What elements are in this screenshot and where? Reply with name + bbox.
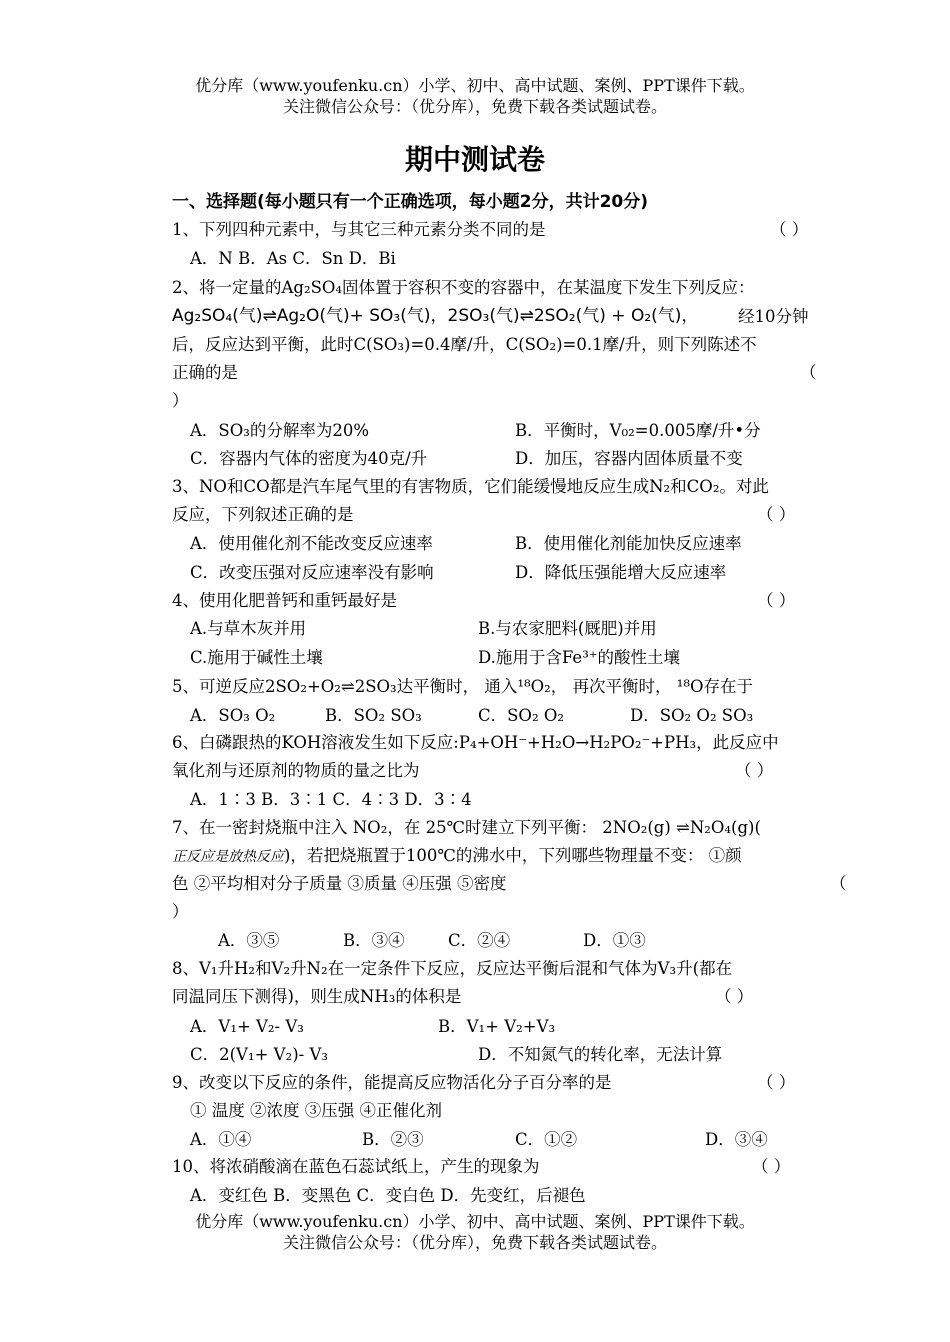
- q7-note: 正反应是放热反应: [172, 849, 284, 865]
- q5-option-c: C．SO₂ O₂: [478, 706, 564, 725]
- header-line-2: 关注微信公众号：（优分库），免费下载各类试题试卷。: [282, 97, 667, 116]
- q1-stem: 1、下列四种元素中，与其它三种元素分类不同的是: [172, 220, 546, 239]
- q3-option-d: D．降低压强能增大反应速率: [515, 563, 727, 582]
- q2-option-a: A．SO₃的分解率为20%: [190, 421, 370, 440]
- q3-option-b: B．使用催化剂能加快反应速率: [515, 534, 742, 553]
- q7-option-c: C．②④: [448, 931, 511, 950]
- q9-answer-blank: （ ）: [757, 1073, 796, 1092]
- q2-paren-close: ）: [172, 391, 189, 410]
- q2-option-b: B．平衡时，V₀₂=0.005摩/升•分: [515, 421, 761, 440]
- footer-line-2: 关注微信公众号：（优分库），免费下载各类试题试卷。: [282, 1233, 667, 1252]
- q6-stem-1: 6、白磷跟热的KOH溶液发生如下反应:P₄+OH⁻+H₂O→H₂PO₂⁻+PH₃，此反应中: [172, 733, 779, 752]
- q4-option-a: A.与草木灰并用: [190, 619, 307, 638]
- q5-option-b: B．SO₂ SO₃: [325, 706, 422, 725]
- q3-option-a: A．使用催化剂不能改变反应速率: [190, 534, 433, 553]
- q7-option-b: B．③④: [343, 931, 405, 950]
- q3-option-c: C．改变压强对反应速率没有影响: [190, 563, 434, 582]
- q7-option-a: A．③⑤: [218, 931, 280, 950]
- q1-options: A．N B．As C．Sn D．Bi: [190, 249, 396, 268]
- q7-stem-2: [172, 845, 742, 868]
- q9-option-d: D．③④: [705, 1130, 768, 1149]
- header-line-1: 优分库（www.youfenku.cn）小学、初中、高中试题、案例、PPT课件下载。: [195, 76, 755, 95]
- q4-option-b: B.与农家肥料(厩肥)并用: [478, 619, 657, 638]
- q9-option-c: C．①②: [515, 1130, 578, 1149]
- q8-answer-blank: （ ）: [715, 987, 754, 1006]
- q7-paren-close: ）: [172, 902, 189, 921]
- q2-equation: Ag₂SO₄(气)⇌Ag₂O(气)+ SO₃(气)，2SO₃(气)⇌2SO₂(气) + O₂(气)，: [172, 306, 699, 326]
- section-heading: 一、选择题(每小题只有一个正确选项，每小题2分，共计20分): [172, 192, 649, 212]
- q4-option-d: D.施用于含Fe³⁺的酸性土壤: [478, 648, 681, 667]
- q9-option-a: A．①④: [190, 1130, 252, 1149]
- q2-stem-1: 2、将一定量的Ag₂SO₄固体置于容积不变的容器中，在某温度下发生下列反应：: [172, 278, 755, 297]
- q6-answer-blank: （ ）: [735, 761, 774, 780]
- q9-stem: 9、改变以下反应的条件，能提高反应物活化分子百分率的是: [172, 1073, 612, 1092]
- page-title: 期中测试卷: [404, 143, 545, 176]
- q1-answer-blank: （ ）: [770, 220, 809, 239]
- q2-paren-open: （: [800, 363, 817, 382]
- q4-answer-blank: （ ）: [757, 591, 796, 610]
- q5-stem: 5、可逆反应2SO₂+O₂⇌2SO₃达平衡时， 通入¹⁸O₂， 再次平衡时， ¹⁸O存在于: [172, 677, 754, 696]
- q10-options: A．变红色 B．变黑色 C．变白色 D．先变红，后褪色: [190, 1186, 586, 1205]
- q8-option-b: B．V₁+ V₂+V₃: [438, 1017, 556, 1036]
- q2-option-d: D．加压，容器内固体质量不变: [515, 449, 743, 468]
- q4-option-c: C.施用于碱性土壤: [190, 648, 323, 667]
- q3-answer-blank: （ ）: [757, 505, 796, 524]
- q7-paren-open: （: [830, 874, 847, 893]
- q5-option-d: D．SO₂ O₂ SO₃: [630, 706, 754, 725]
- q2-stem-3: 后，反应达到平衡，此时C(SO₃)=0.4摩/升，C(SO₂)=0.1摩/升，则下列陈述不: [172, 335, 757, 354]
- q8-stem-1: 8、V₁升H₂和V₂升N₂在一定条件下反应，反应达平衡后混和气体为V₃升(都在: [172, 959, 733, 978]
- q7-stem-2-text: )，若把烧瓶置于100℃的沸水中，下列哪些物理量不变： ①颜: [284, 846, 742, 865]
- q3-stem-2: 反应，下列叙述正确的是: [172, 505, 354, 524]
- q4-stem: 4、使用化肥普钙和重钙最好是: [172, 591, 397, 610]
- q6-options: A．1∶3 B．3∶1 C．4∶3 D．3∶4: [190, 790, 472, 809]
- q6-stem-2: 氧化剂与还原剂的物质的量之比为: [172, 761, 420, 780]
- q5-option-a: A．SO₃ O₂: [190, 706, 276, 725]
- q2-option-c: C．容器内气体的密度为40克/升: [190, 449, 428, 468]
- q8-option-d: D．不知氮气的转化率，无法计算: [478, 1045, 723, 1064]
- q10-answer-blank: （ ）: [752, 1157, 791, 1176]
- q10-stem: 10、将浓硝酸滴在蓝色石蕊试纸上，产生的现象为: [172, 1157, 540, 1176]
- q9-option-b: B．②③: [362, 1130, 424, 1149]
- q2-stem-2: 经10分钟: [738, 307, 809, 326]
- q7-stem-3: 色 ②平均相对分子质量 ③质量 ④压强 ⑤密度: [172, 874, 507, 893]
- q8-option-c: C．2(V₁+ V₂)- V₃: [190, 1045, 328, 1064]
- q9-items: ① 温度 ②浓度 ③压强 ④正催化剂: [190, 1101, 442, 1120]
- q3-stem-1: 3、NO和CO都是汽车尾气里的有害物质，它们能缓慢地反应生成N₂和CO₂。对此: [172, 477, 769, 496]
- footer-line-1: 优分库（www.youfenku.cn）小学、初中、高中试题、案例、PPT课件下载。: [195, 1212, 755, 1231]
- q8-option-a: A．V₁+ V₂- V₃: [190, 1017, 304, 1036]
- q2-stem-4: 正确的是: [172, 363, 238, 382]
- q7-stem-1: 7、在一密封烧瓶中注入 NO₂，在 25℃时建立下列平衡： 2NO₂(g) ⇌N₂O₄(g)(: [172, 818, 761, 837]
- q8-stem-2: 同温同压下测得)，则生成NH₃的体积是: [172, 987, 462, 1006]
- q7-option-d: D．①③: [583, 931, 646, 950]
